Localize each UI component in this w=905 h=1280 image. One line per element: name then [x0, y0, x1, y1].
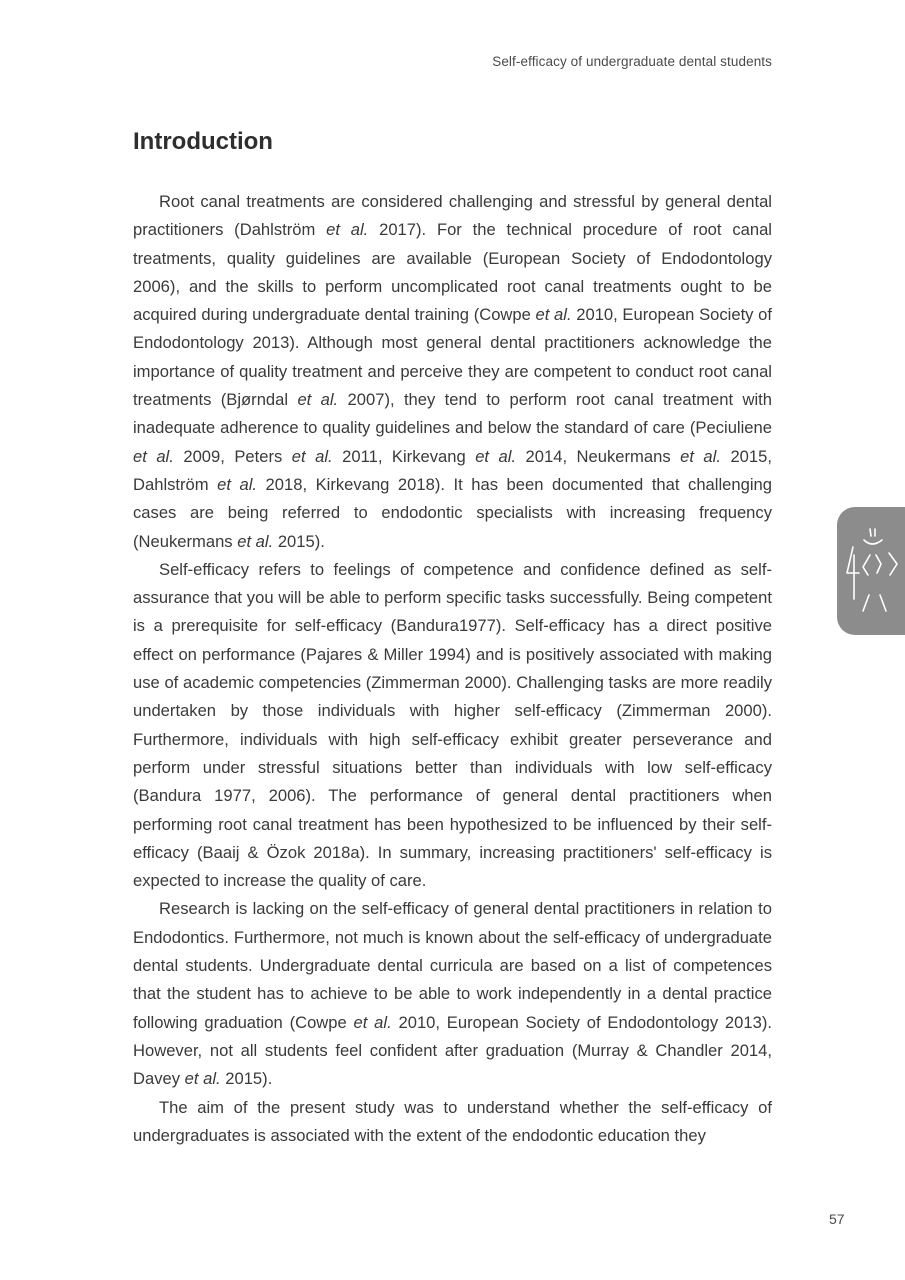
- italic-citation: et al.: [326, 220, 369, 240]
- text-segment: 2015, Dahlström: [133, 446, 772, 494]
- italic-citation: et al.: [184, 1069, 221, 1089]
- text-segment: 2017). For the technical procedure of root canal treatments, quality guidelines are available (European Society of Endodontology 2006), and the skills to perform uncomplicated root canal treatments ought to be acquired during undergraduate dental training (Cowpe: [133, 220, 772, 325]
- text-segment: 2010, European Society of Endodontology 2013). Although most general dental practitioners acknowledge the importance of quality treatment and perceive they are competent to conduct root canal treatments (Bjørndal: [133, 305, 772, 410]
- paragraph-2: [133, 556, 772, 896]
- text-segment: 2007), they tend to perform root canal treatment with inadequate adherence to quality guidelines and below the standard of care (Peciuliene: [133, 390, 772, 438]
- chapter-tab: [837, 507, 905, 635]
- page-number: 57: [829, 1211, 845, 1227]
- italic-citation: et al.: [353, 1012, 392, 1032]
- chapter-tab-figure-icon: [837, 507, 905, 635]
- body-text: [133, 188, 772, 1150]
- italic-citation: et al.: [680, 446, 721, 466]
- text-segment: 2015).: [273, 531, 325, 551]
- section-heading: Introduction: [133, 128, 273, 155]
- paragraph-1: [133, 188, 772, 556]
- text-segment: The aim of the present study was to understand whether the self-efficacy of undergraduates is associated with the extent of the endodontic education they: [133, 1097, 772, 1145]
- text-segment: 2009, Peters: [173, 446, 292, 466]
- text-segment: Root canal treatments are considered challenging and stressful by general dental practitioners (Dahlström: [133, 192, 772, 240]
- italic-citation: et al.: [535, 305, 572, 325]
- text-segment: 2014, Neukermans: [516, 446, 681, 466]
- running-head: Self-efficacy of undergraduate dental students: [492, 54, 772, 69]
- italic-citation: et al.: [297, 390, 339, 410]
- text-segment: Research is lacking on the self-efficacy of general dental practitioners in relation to Endodontics. Furthermore, not much is known about the self-efficacy of undergraduate dental students. Undergraduate dental curricula are based on a list of competences that the student has to achieve to be able to work independently in a dental practice following graduation (Cowpe: [133, 899, 772, 1032]
- text-segment: 2015).: [220, 1069, 273, 1089]
- italic-citation: et al.: [217, 474, 258, 494]
- paragraph-4: [133, 1094, 772, 1151]
- text-segment: Self-efficacy refers to feelings of competence and confidence defined as self-assurance that you will be able to perform specific tasks successfully. Being competent is a prerequisite for self-efficacy (Bandura1977). Self-efficacy has a direct positive effect on performance (Pajares & Miller 1994) and is positively associated with making use of academic competencies (Zimmerman 2000). Challenging tasks are more readily undertaken by those individuals with higher self-efficacy (Zimmerman 2000). Furthermore, individuals with high self-efficacy exhibit greater perseverance and perform under stressful situations better than individuals with low self-efficacy (Bandura 1977, 2006). The performance of general dental practitioners when performing root canal treatment has been hypothesized to be influenced by their self-efficacy (Baaij & Özok 2018a). In summary, increasing practitioners' self-efficacy is expected to increase the quality of care.: [133, 559, 772, 891]
- text-segment: 2018, Kirkevang 2018). It has been documented that challenging cases are being referred to endodontic specialists with increasing frequency (Neukermans: [133, 474, 772, 551]
- italic-citation: et al.: [237, 531, 274, 551]
- text-segment: 2010, European Society of Endodontology 2013). However, not all students feel confident after graduation (Murray & Chandler 2014, Davey: [133, 1012, 772, 1089]
- italic-citation: et al.: [133, 446, 174, 466]
- paragraph-3: [133, 895, 772, 1093]
- italic-citation: et al.: [475, 446, 517, 466]
- italic-citation: et al.: [291, 446, 333, 466]
- text-segment: 2011, Kirkevang: [332, 446, 476, 466]
